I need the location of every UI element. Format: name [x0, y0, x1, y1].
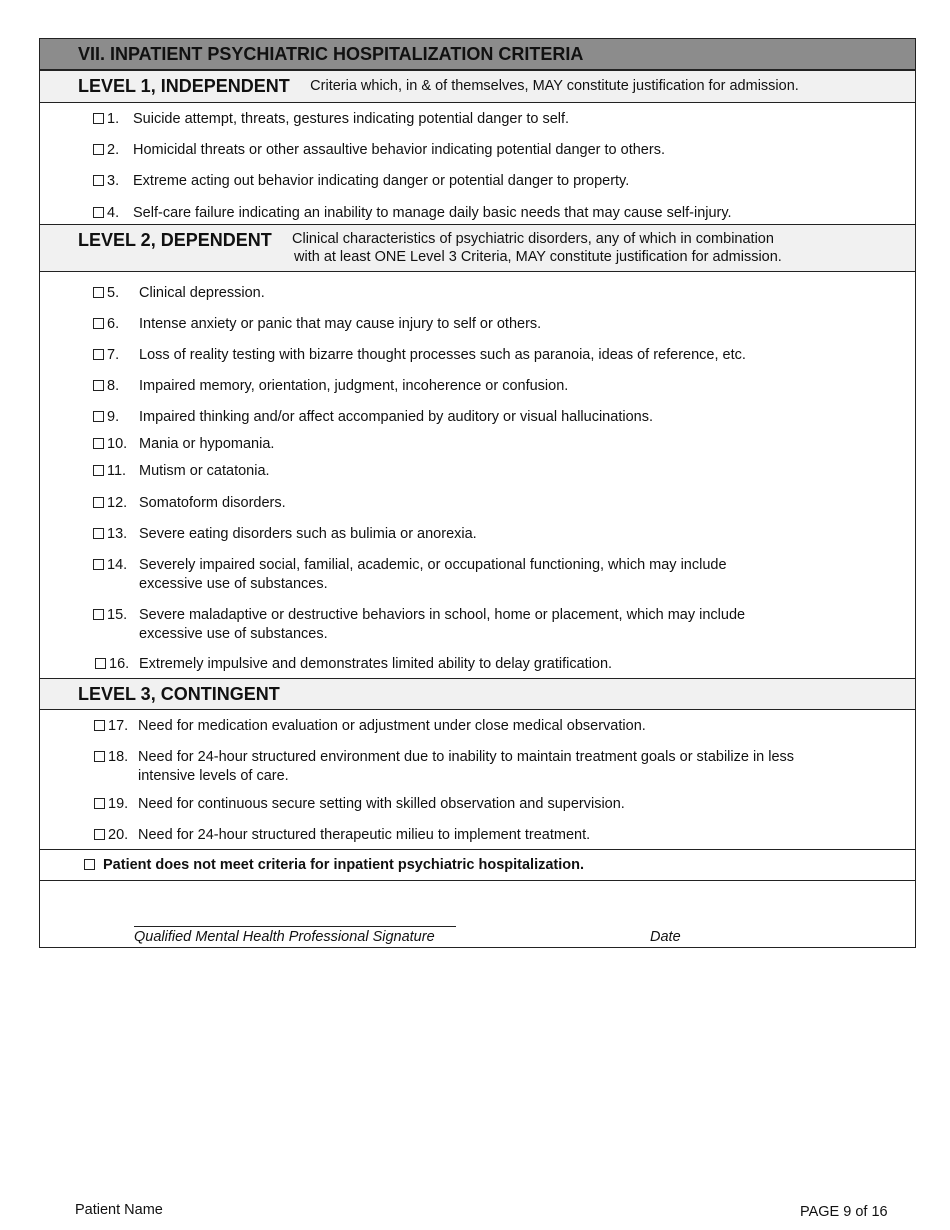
- does-not-meet-checkbox[interactable]: [84, 859, 95, 870]
- checkbox-2[interactable]: [93, 144, 104, 155]
- checkbox-3[interactable]: [93, 175, 104, 186]
- level2-header: [40, 224, 915, 272]
- checkbox-12[interactable]: [93, 497, 104, 508]
- criterion-12: 12. Somatoform disorders.: [93, 494, 127, 512]
- checkbox-1[interactable]: [93, 113, 104, 124]
- criterion-13: 13. Severe eating disorders such as bulimia or anorexia.: [93, 525, 127, 543]
- criterion-4: 4. Self-care failure indicating an inability to manage daily basic needs that may cause self-injury.: [93, 204, 119, 222]
- checkbox-17[interactable]: [94, 720, 105, 731]
- page-number: PAGE 9 of 16: [800, 1204, 888, 1220]
- criterion-16: 16. Extremely impulsive and demonstrates limited ability to delay gratification.: [95, 655, 129, 673]
- criterion-6: 6. Intense anxiety or panic that may cause injury to self or others.: [93, 315, 119, 333]
- checkbox-9[interactable]: [93, 411, 104, 422]
- checkbox-11[interactable]: [93, 465, 104, 476]
- level3-name: LEVEL 3, CONTINGENT: [78, 684, 280, 704]
- patient-name-label: Patient Name: [75, 1202, 163, 1218]
- checkbox-19[interactable]: [94, 798, 105, 809]
- criterion-15: 15. Severe maladaptive or destructive behaviors in school, home or placement, which may include excessive use of substances.: [93, 606, 127, 624]
- checkbox-15[interactable]: [93, 609, 104, 620]
- level3-header: [40, 678, 915, 710]
- level1-name: LEVEL 1, INDEPENDENT: [78, 76, 290, 96]
- checkbox-14[interactable]: [93, 559, 104, 570]
- section-title: VII. INPATIENT PSYCHIATRIC HOSPITALIZATION CRITERIA: [40, 39, 915, 70]
- criterion-20: 20. Need for 24-hour structured therapeutic milieu to implement treatment.: [94, 826, 128, 844]
- criterion-5: 5. Clinical depression.: [93, 284, 119, 302]
- level1-header: [40, 70, 915, 103]
- date-label: Date: [650, 929, 681, 945]
- checkbox-5[interactable]: [93, 287, 104, 298]
- checkbox-7[interactable]: [93, 349, 104, 360]
- level2-description: Clinical characteristics of psychiatric disorders, any of which in combination with at least ONE Level 3 Criteria, MAY constitute justification for admission.: [292, 231, 782, 265]
- criterion-11: 11. Mutism or catatonia.: [93, 462, 126, 480]
- does-not-meet-label: Patient does not meet criteria for inpatient psychiatric hospitalization.: [103, 857, 585, 873]
- level2-name: LEVEL 2, DEPENDENT: [78, 230, 272, 250]
- level1-description: Criteria which, in & of themselves, MAY constitute justification for admission.: [310, 78, 799, 94]
- does-not-meet-row: [40, 849, 915, 881]
- checkbox-20[interactable]: [94, 829, 105, 840]
- checkbox-6[interactable]: [93, 318, 104, 329]
- checkbox-8[interactable]: [93, 380, 104, 391]
- criterion-17: 17. Need for medication evaluation or adjustment under close medical observation.: [94, 717, 128, 735]
- criterion-3: 3. Extreme acting out behavior indicating danger or potential danger to property.: [93, 172, 119, 190]
- checkbox-16[interactable]: [95, 658, 106, 669]
- criterion-1: 1. Suicide attempt, threats, gestures indicating potential danger to self.: [93, 110, 119, 128]
- checkbox-10[interactable]: [93, 438, 104, 449]
- criterion-9: 9. Impaired thinking and/or affect accompanied by auditory or visual hallucinations.: [93, 408, 119, 426]
- criteria-form: [39, 38, 916, 948]
- criterion-10: 10. Mania or hypomania.: [93, 435, 127, 453]
- criterion-19: 19. Need for continuous secure setting with skilled observation and supervision.: [94, 795, 128, 813]
- checkbox-13[interactable]: [93, 528, 104, 539]
- signature-line[interactable]: [134, 926, 456, 927]
- criterion-2: 2. Homicidal threats or other assaultive behavior indicating potential danger to others.: [93, 141, 119, 159]
- signature-label: Qualified Mental Health Professional Signature: [134, 929, 435, 945]
- criterion-18: 18. Need for 24-hour structured environment due to inability to maintain treatment goals or stabilize in less intensive levels of care.: [94, 748, 128, 766]
- criterion-14: 14. Severely impaired social, familial, academic, or occupational functioning, which may include excessive use of substances.: [93, 556, 127, 574]
- checkbox-18[interactable]: [94, 751, 105, 762]
- criterion-8: 8. Impaired memory, orientation, judgment, incoherence or confusion.: [93, 377, 119, 395]
- criterion-7: 7. Loss of reality testing with bizarre thought processes such as paranoia, ideas of reference, etc.: [93, 346, 119, 364]
- checkbox-4[interactable]: [93, 207, 104, 218]
